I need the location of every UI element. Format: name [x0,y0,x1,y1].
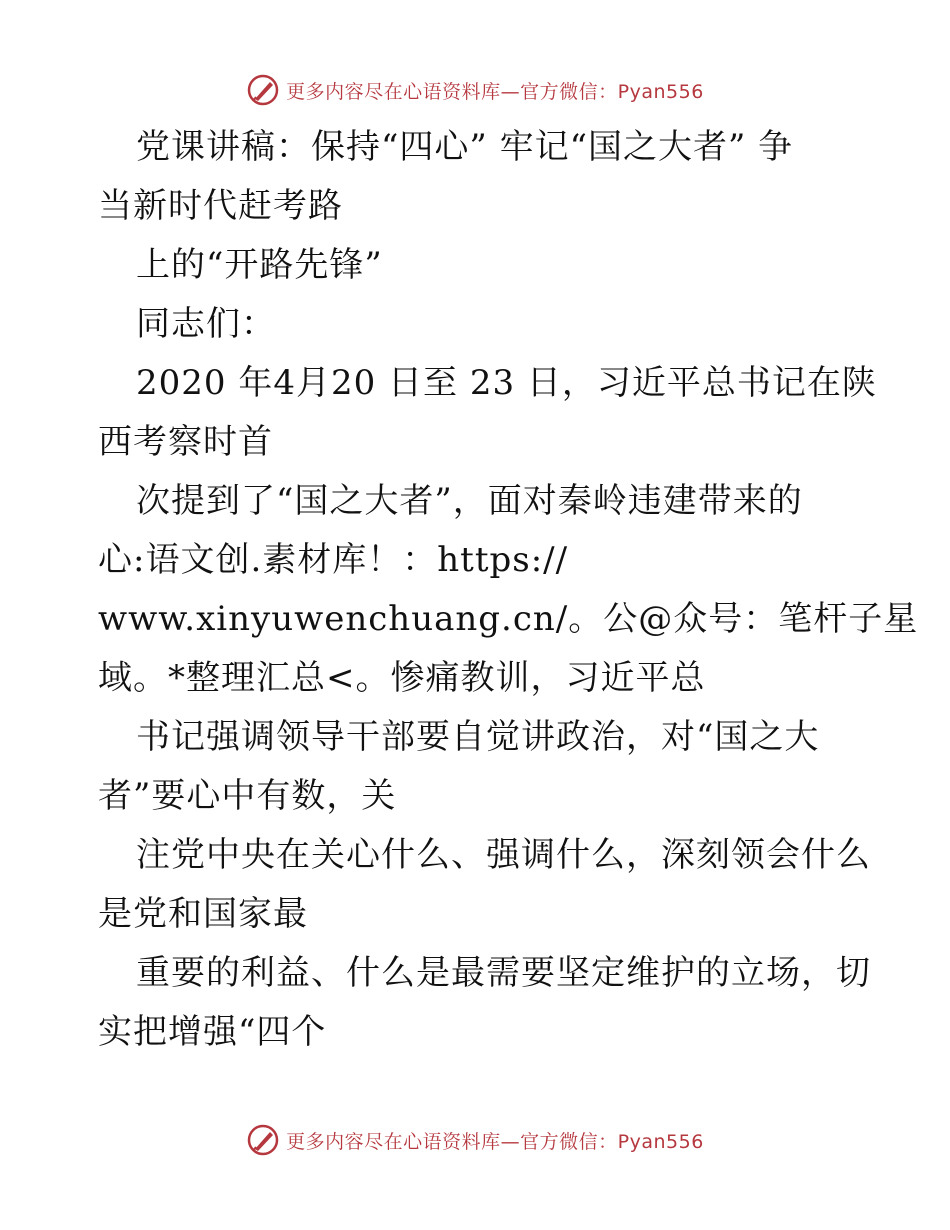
paragraph-line: 者”要心中有数，关 [98,776,397,816]
paragraph-line: 注党中央在关心什么、强调什么，深刻领会什么 [136,835,871,875]
title-line-1: 党课讲稿：保持“四心” 牢记“国之大者” 争 [136,127,794,167]
title-line-3: 上的“开路先锋” [136,245,383,285]
header-banner-text: 更多内容尽在心语资料库—官方微信：Pyan556 [286,80,704,103]
paragraph-line: 实把增强“四个 [98,1012,327,1052]
document-body [98,118,919,1062]
quill-pen-logo-icon [246,73,280,107]
paragraph-line: 重要的利益、什么是最需要坚定维护的立场，切 [136,953,871,993]
paragraph-line: 是党和国家最 [98,894,308,934]
paragraph-line: 2020 年4月20 日至 23 日，习近平总书记在陕 [136,363,877,403]
paragraph-line: www.xinyuwenchuang.cn/。公@众号：笔杆子星 [98,599,919,639]
paragraph-line: 心:语文创.素材库！：https:// [98,540,569,580]
title-line-2: 当新时代赶考路 [98,186,343,226]
header-watermark-banner [0,70,950,110]
footer-watermark-banner [0,1120,950,1160]
paragraph-line: 书记强调领导干部要自觉讲政治，对“国之大 [136,717,820,757]
footer-banner-text: 更多内容尽在心语资料库—官方微信：Pyan556 [286,1130,704,1153]
quill-pen-logo-icon [246,1123,280,1157]
paragraph-line: 域。*整理汇总<。惨痛教训，习近平总 [98,658,706,698]
paragraph-line: 次提到了“国之大者”，面对秦岭违建带来的 [136,481,803,521]
paragraph-line: 西考察时首 [98,422,273,462]
salutation: 同志们： [136,304,276,344]
